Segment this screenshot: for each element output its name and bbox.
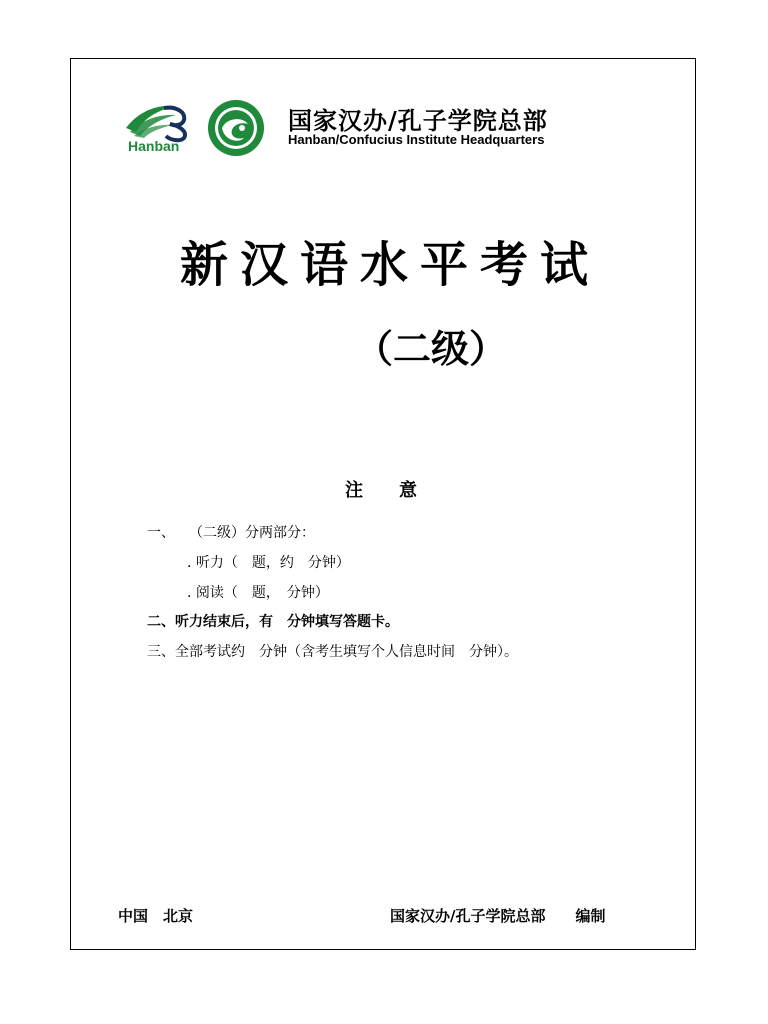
exam-title: 新汉语水平考试 (179, 237, 600, 293)
hanban-logo-text: Hanban (128, 138, 180, 154)
exam-level: （二级） (355, 326, 508, 371)
confucius-institute-logo-icon (206, 98, 266, 158)
notice-line-1: 一、 （二级）分两部分： (147, 525, 315, 541)
org-name-cn: 国家汉办/孔子学院总部 (288, 106, 548, 135)
page-border (70, 58, 696, 950)
notice-line-2: . 听力（ 题，约 分钟） (187, 555, 350, 571)
hanban-logo-icon (124, 98, 198, 154)
notice-heading: 注 意 (345, 480, 417, 501)
footer-location: 中国 北京 (118, 907, 194, 925)
notice-line-3: . 阅读（ 题， 分钟） (187, 585, 329, 601)
notice-line-5: 三、全部考试约 分钟（含考生填写个人信息时间 分钟）。 (147, 644, 518, 660)
footer-publisher: 国家汉办/孔子学院总部 编制 (390, 907, 606, 925)
notice-line-4: 二、听力结束后，有 分钟填写答题卡。 (147, 614, 399, 630)
org-name-en: Hanban/Confucius Institute Headquarters (288, 132, 545, 147)
